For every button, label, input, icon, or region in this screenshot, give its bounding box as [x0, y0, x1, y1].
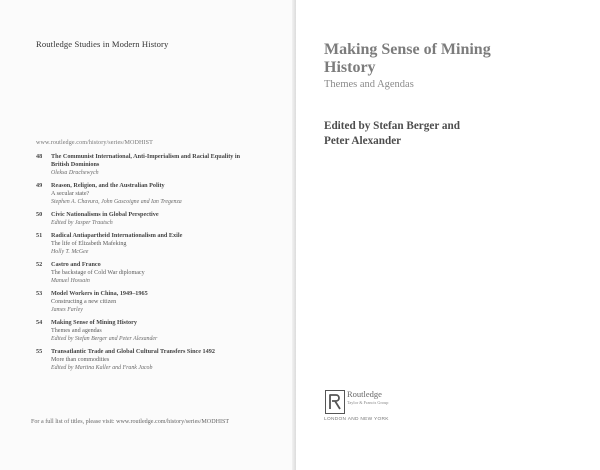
book-subtitle: Themes and Agendas — [324, 79, 414, 90]
book-number: 50 — [36, 211, 43, 218]
book-title-line: Making Sense of Mining History — [51, 319, 137, 326]
book-number: 53 — [36, 290, 43, 297]
series-book-entry — [36, 182, 286, 206]
book-number: 54 — [36, 319, 43, 326]
book-details — [51, 232, 286, 256]
book-details — [51, 290, 286, 314]
editors-line: Peter Alexander — [324, 135, 402, 147]
series-book-list — [36, 153, 286, 377]
book-authors: Stephen A. Chavura, John Gascoigne and Ian Tregenza — [51, 199, 182, 205]
book-title-line: Reason, Religion, and the Australian Polity — [51, 182, 165, 189]
publisher-tagline: Taylor & Francis Group — [347, 400, 389, 405]
book-subtitle: The life of Elizabeth Mafeking — [51, 241, 127, 247]
editors-line: Edited by Stefan Berger and — [324, 120, 460, 132]
book-authors: Edited by Jasper Trautsch — [51, 220, 113, 226]
book-title-line: Castro and Franco — [51, 261, 101, 268]
book-subtitle: More than commodities — [51, 357, 110, 363]
book-number: 52 — [36, 261, 43, 268]
editors — [324, 119, 564, 149]
book-title-line: The Communist International, Anti-Imperialism and Racial Equality in — [51, 153, 241, 160]
book-details — [51, 348, 286, 372]
book-number: 48 — [36, 153, 43, 160]
book-details — [51, 211, 286, 227]
book-subtitle: The backstage of Cold War diplomacy — [51, 270, 145, 276]
book-authors: Oleksa Drachewych — [51, 170, 99, 176]
book-title-line: History — [324, 59, 376, 76]
book-subtitle: Constructing a new citizen — [51, 299, 117, 305]
book-authors: James Farley — [51, 307, 83, 313]
series-book-entry — [36, 232, 286, 256]
book-title-line: Transatlantic Trade and Global Cultural Transfers Since 1492 — [51, 348, 215, 355]
series-book-entry — [36, 348, 286, 372]
left-page — [0, 0, 296, 470]
book-details — [51, 261, 286, 285]
book-authors: Edited by Martina Kaller and Frank Jacob — [51, 365, 153, 371]
series-book-entry — [36, 319, 286, 343]
routledge-r-logo-icon — [325, 390, 345, 414]
series-title: Routledge Studies in Modern History — [36, 39, 169, 49]
book-number: 55 — [36, 348, 43, 355]
book-authors: Manuel Hossain — [51, 278, 90, 284]
book-details — [51, 182, 286, 206]
series-url: www.routledge.com/history/series/MODHIST — [36, 140, 153, 146]
series-book-entry — [36, 211, 286, 227]
book-details — [51, 153, 286, 177]
book-authors: Holly T. McGee — [51, 249, 89, 255]
book-authors: Edited by Stefan Berger and Peter Alexander — [51, 336, 158, 342]
book-title-line: Model Workers in China, 1949–1965 — [51, 290, 148, 297]
series-book-entry — [36, 153, 286, 177]
book-title-line: Civic Nationalisms in Global Perspective — [51, 211, 159, 218]
series-book-entry — [36, 290, 286, 314]
publisher-name: Routledge — [347, 389, 382, 399]
book-subtitle: A secular state? — [51, 191, 90, 197]
publisher-location: LONDON AND NEW YORK — [324, 417, 389, 422]
book-details — [51, 319, 286, 343]
full-list-note: For a full list of titles, please visit: www.routledge.com/history/series/MODHIST — [31, 419, 230, 425]
book-number: 49 — [36, 182, 43, 189]
book-title-line: Radical Antiapartheid Internationalism and Exile — [51, 232, 183, 239]
book-title — [324, 41, 564, 77]
book-title-line: British Dominions — [51, 161, 100, 168]
series-book-entry — [36, 261, 286, 285]
book-subtitle: Themes and agendas — [51, 328, 102, 334]
book-number: 51 — [36, 232, 43, 239]
book-title-line: Making Sense of Mining — [324, 41, 491, 58]
